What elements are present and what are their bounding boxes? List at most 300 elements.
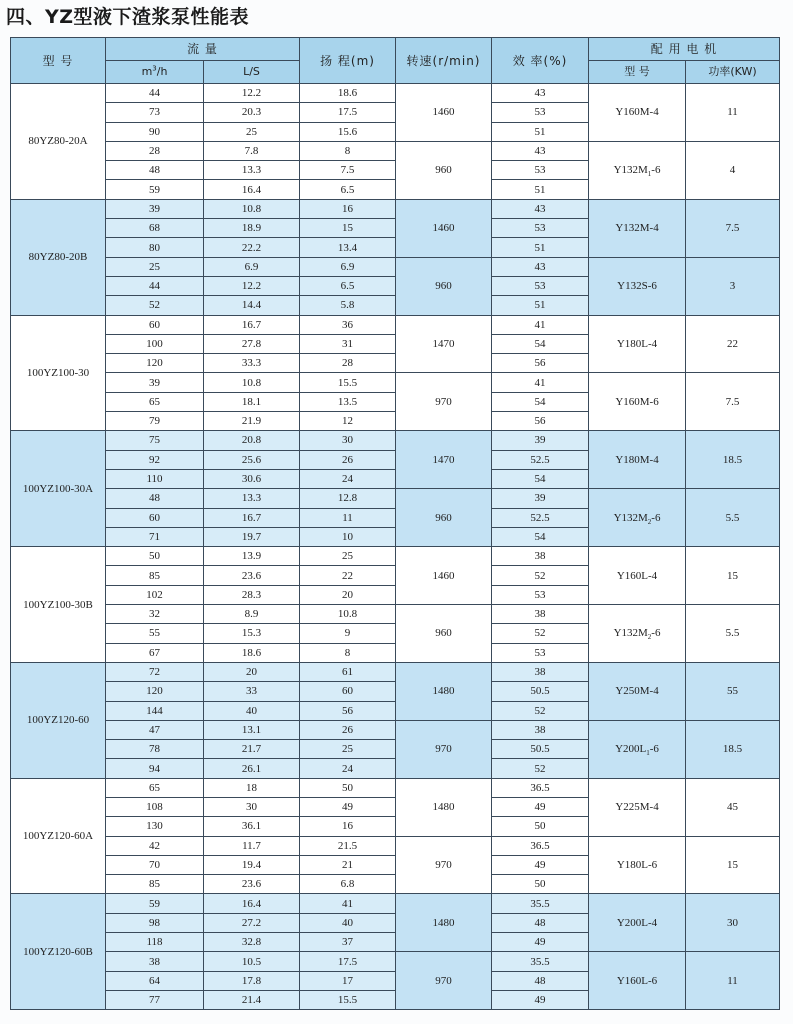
motor-power-cell: 15 — [686, 547, 780, 605]
flow-ls-cell: 20.8 — [204, 431, 300, 450]
model-cell: 100YZ100-30 — [11, 315, 106, 431]
head-cell: 8 — [300, 141, 396, 160]
motor-model-base: Y250M-4 — [615, 685, 659, 698]
efficiency-cell: 50 — [492, 875, 589, 894]
speed-cell: 970 — [396, 373, 492, 431]
header-flow-ls: L/S — [204, 61, 300, 84]
efficiency-cell: 56 — [492, 412, 589, 431]
flow-m3h-cell: 60 — [106, 508, 204, 527]
flow-m3h-cell: 39 — [106, 373, 204, 392]
motor-model-base: Y180L-6 — [616, 859, 658, 872]
efficiency-cell: 49 — [492, 933, 589, 952]
efficiency-cell: 53 — [492, 161, 589, 180]
header-motor-model: 型 号 — [589, 61, 686, 84]
efficiency-cell: 50 — [492, 817, 589, 836]
motor-model-base: Y132M-4 — [615, 222, 659, 235]
efficiency-cell: 52 — [492, 759, 589, 778]
head-cell: 22 — [300, 566, 396, 585]
flow-ls-cell: 27.2 — [204, 913, 300, 932]
flow-ls-cell: 19.4 — [204, 855, 300, 874]
motor-model-base: Y132M — [613, 164, 648, 177]
pump-group — [11, 778, 780, 894]
efficiency-cell: 41 — [492, 373, 589, 392]
motor-power-cell: 11 — [686, 84, 780, 142]
efficiency-cell: 39 — [492, 431, 589, 450]
table-row — [11, 489, 780, 508]
head-cell: 6.8 — [300, 875, 396, 894]
head-cell: 20 — [300, 585, 396, 604]
motor-power-cell: 55 — [686, 662, 780, 720]
table-row — [11, 141, 780, 160]
flow-m3h-cell: 90 — [106, 122, 204, 141]
head-cell: 17.5 — [300, 952, 396, 971]
flow-m3h-cell: 55 — [106, 624, 204, 643]
model-cell: 100YZ120-60B — [11, 894, 106, 1010]
head-cell: 10.8 — [300, 605, 396, 624]
pump-group — [11, 431, 780, 547]
efficiency-cell: 54 — [492, 392, 589, 411]
head-cell: 60 — [300, 682, 396, 701]
head-cell: 17.5 — [300, 103, 396, 122]
speed-cell: 970 — [396, 952, 492, 1010]
efficiency-cell: 50.5 — [492, 682, 589, 701]
header-head: 扬 程(m) — [300, 38, 396, 84]
efficiency-cell: 52.5 — [492, 450, 589, 469]
flow-m3h-cell: 59 — [106, 180, 204, 199]
head-cell: 9 — [300, 624, 396, 643]
flow-m3h-cell: 78 — [106, 740, 204, 759]
motor-model-base: Y225M-4 — [615, 801, 659, 814]
head-cell: 8 — [300, 643, 396, 662]
head-cell: 15.6 — [300, 122, 396, 141]
flow-ls-cell: 13.3 — [204, 161, 300, 180]
head-cell: 16 — [300, 199, 396, 218]
head-cell: 11 — [300, 508, 396, 527]
motor-model-cell — [589, 894, 686, 952]
page-title: 四、YZ型液下渣浆泵性能表 — [6, 6, 250, 28]
motor-model-subscript: 2 — [647, 517, 652, 526]
head-cell: 61 — [300, 662, 396, 681]
flow-m3h-cell: 47 — [106, 720, 204, 739]
motor-power-cell: 3 — [686, 257, 780, 315]
motor-model-cell — [589, 431, 686, 489]
flow-m3h-cell: 144 — [106, 701, 204, 720]
motor-model-cell — [589, 778, 686, 836]
flow-m3h-cell: 130 — [106, 817, 204, 836]
motor-model-suffix: -6 — [649, 743, 659, 756]
motor-power-cell: 7.5 — [686, 199, 780, 257]
model-cell: 100YZ120-60 — [11, 662, 106, 778]
efficiency-cell: 50.5 — [492, 740, 589, 759]
flow-m3h-cell: 44 — [106, 84, 204, 103]
flow-m3h-cell: 102 — [106, 585, 204, 604]
motor-model-suffix: -6 — [651, 511, 661, 524]
head-cell: 5.8 — [300, 296, 396, 315]
head-cell: 26 — [300, 720, 396, 739]
flow-ls-cell: 12.2 — [204, 84, 300, 103]
table-header — [11, 38, 780, 84]
head-cell: 31 — [300, 334, 396, 353]
efficiency-cell: 48 — [492, 913, 589, 932]
table-row — [11, 84, 780, 103]
pump-group — [11, 315, 780, 431]
head-cell: 15.5 — [300, 373, 396, 392]
head-cell: 7.5 — [300, 161, 396, 180]
pump-group — [11, 662, 780, 778]
flow-ls-cell: 16.4 — [204, 180, 300, 199]
motor-model-suffix: -6 — [651, 164, 661, 177]
head-cell: 6.5 — [300, 276, 396, 295]
flow-m3h-cell: 120 — [106, 354, 204, 373]
flow-ls-cell: 33 — [204, 682, 300, 701]
motor-model-cell — [589, 373, 686, 431]
flow-m3h-cell: 48 — [106, 161, 204, 180]
motor-model-cell — [589, 84, 686, 142]
flow-m3h-cell: 77 — [106, 990, 204, 1009]
head-cell: 37 — [300, 933, 396, 952]
head-cell: 6.5 — [300, 180, 396, 199]
motor-model-cell — [589, 836, 686, 894]
efficiency-cell: 52.5 — [492, 508, 589, 527]
head-cell: 56 — [300, 701, 396, 720]
efficiency-cell: 38 — [492, 547, 589, 566]
flow-m3h-cell: 25 — [106, 257, 204, 276]
efficiency-cell: 52 — [492, 624, 589, 643]
model-cell: 80YZ80-20B — [11, 199, 106, 315]
flow-ls-cell: 21.4 — [204, 990, 300, 1009]
flow-ls-cell: 18.6 — [204, 643, 300, 662]
efficiency-cell: 49 — [492, 855, 589, 874]
table-row — [11, 257, 780, 276]
flow-ls-cell: 30.6 — [204, 469, 300, 488]
flow-m3h-cell: 79 — [106, 412, 204, 431]
head-cell: 16 — [300, 817, 396, 836]
model-cell: 100YZ120-60A — [11, 778, 106, 894]
speed-cell: 960 — [396, 605, 492, 663]
efficiency-cell: 43 — [492, 257, 589, 276]
efficiency-cell: 52 — [492, 566, 589, 585]
flow-m3h-cell: 80 — [106, 238, 204, 257]
head-cell: 6.9 — [300, 257, 396, 276]
flow-m3h-cell: 52 — [106, 296, 204, 315]
speed-cell: 970 — [396, 836, 492, 894]
efficiency-cell: 54 — [492, 527, 589, 546]
motor-power-cell: 22 — [686, 315, 780, 373]
flow-m3h-cell: 98 — [106, 913, 204, 932]
header-flow-m3h: $m^3/h$ — [106, 61, 204, 84]
motor-power-cell: 11 — [686, 952, 780, 1010]
flow-m3h-cell: 71 — [106, 527, 204, 546]
header-efficiency: 效 率(%) — [492, 38, 589, 84]
flow-m3h-cell: 44 — [106, 276, 204, 295]
flow-m3h-cell: 50 — [106, 547, 204, 566]
motor-power-cell: 15 — [686, 836, 780, 894]
speed-cell: 1460 — [396, 84, 492, 142]
motor-model-cell — [589, 952, 686, 1010]
flow-ls-cell: 16.4 — [204, 894, 300, 913]
flow-ls-cell: 30 — [204, 797, 300, 816]
flow-ls-cell: 16.7 — [204, 508, 300, 527]
head-cell: 21 — [300, 855, 396, 874]
flow-ls-cell: 19.7 — [204, 527, 300, 546]
head-cell: 13.4 — [300, 238, 396, 257]
head-cell: 24 — [300, 759, 396, 778]
efficiency-cell: 51 — [492, 180, 589, 199]
motor-model-base: Y200L — [615, 743, 647, 756]
efficiency-cell: 54 — [492, 469, 589, 488]
head-cell: 25 — [300, 740, 396, 759]
speed-cell: 960 — [396, 257, 492, 315]
flow-ls-cell: 6.9 — [204, 257, 300, 276]
head-cell: 41 — [300, 894, 396, 913]
head-cell: 50 — [300, 778, 396, 797]
motor-power-cell: 30 — [686, 894, 780, 952]
header-motor: 配 用 电 机 — [589, 38, 780, 61]
flow-ls-cell: 28.3 — [204, 585, 300, 604]
efficiency-cell: 54 — [492, 334, 589, 353]
flow-m3h-cell: 100 — [106, 334, 204, 353]
flow-ls-cell: 17.8 — [204, 971, 300, 990]
model-cell: 100YZ100-30B — [11, 547, 106, 663]
motor-power-cell: 7.5 — [686, 373, 780, 431]
flow-ls-cell: 7.8 — [204, 141, 300, 160]
flow-m3h-cell: 73 — [106, 103, 204, 122]
efficiency-cell: 51 — [492, 238, 589, 257]
motor-model-base: Y132M — [613, 511, 648, 524]
motor-power-cell: 45 — [686, 778, 780, 836]
flow-m3h-cell: 72 — [106, 662, 204, 681]
flow-m3h-cell: 59 — [106, 894, 204, 913]
flow-m3h-cell: 110 — [106, 469, 204, 488]
flow-ls-cell: 10.5 — [204, 952, 300, 971]
table-row — [11, 315, 780, 334]
head-cell: 36 — [300, 315, 396, 334]
speed-cell: 1480 — [396, 662, 492, 720]
head-cell: 15 — [300, 219, 396, 238]
flow-m3h-cell: 108 — [106, 797, 204, 816]
efficiency-cell: 56 — [492, 354, 589, 373]
speed-cell: 960 — [396, 141, 492, 199]
head-cell: 21.5 — [300, 836, 396, 855]
flow-ls-cell: 23.6 — [204, 566, 300, 585]
motor-model-suffix: -6 — [651, 627, 661, 640]
flow-m3h-cell: 60 — [106, 315, 204, 334]
head-cell: 12 — [300, 412, 396, 431]
flow-m3h-cell: 85 — [106, 566, 204, 585]
motor-power-cell: 5.5 — [686, 489, 780, 547]
flow-m3h-cell: 65 — [106, 392, 204, 411]
flow-m3h-cell: 68 — [106, 219, 204, 238]
motor-model-cell — [589, 605, 686, 663]
head-cell: 26 — [300, 450, 396, 469]
model-cell: 100YZ100-30A — [11, 431, 106, 547]
flow-m3h-cell: 120 — [106, 682, 204, 701]
table-row — [11, 952, 780, 971]
head-cell: 13.5 — [300, 392, 396, 411]
efficiency-cell: 43 — [492, 84, 589, 103]
motor-model-base: Y160L-6 — [616, 974, 658, 987]
motor-model-base: Y160L-4 — [616, 569, 658, 582]
table-row — [11, 720, 780, 739]
flow-ls-cell: 11.7 — [204, 836, 300, 855]
motor-model-cell — [589, 720, 686, 778]
efficiency-cell: 38 — [492, 662, 589, 681]
motor-power-cell: 5.5 — [686, 605, 780, 663]
header-model: 型 号 — [11, 38, 106, 84]
flow-ls-cell: 20 — [204, 662, 300, 681]
flow-ls-cell: 8.9 — [204, 605, 300, 624]
efficiency-cell: 49 — [492, 797, 589, 816]
efficiency-cell: 53 — [492, 103, 589, 122]
efficiency-cell: 53 — [492, 585, 589, 604]
efficiency-cell: 48 — [492, 971, 589, 990]
speed-cell: 1480 — [396, 894, 492, 952]
table-row — [11, 605, 780, 624]
speed-cell: 1460 — [396, 547, 492, 605]
flow-ls-cell: 25 — [204, 122, 300, 141]
efficiency-cell: 43 — [492, 141, 589, 160]
flow-ls-cell: 13.1 — [204, 720, 300, 739]
flow-ls-cell: 36.1 — [204, 817, 300, 836]
efficiency-cell: 39 — [492, 489, 589, 508]
speed-cell: 1470 — [396, 431, 492, 489]
motor-model-base: Y132M — [613, 627, 648, 640]
flow-m3h-cell: 39 — [106, 199, 204, 218]
table-row — [11, 894, 780, 913]
efficiency-cell: 49 — [492, 990, 589, 1009]
flow-ls-cell: 18.1 — [204, 392, 300, 411]
motor-model-base: Y180M-4 — [615, 453, 659, 466]
motor-model-subscript: 2 — [647, 633, 652, 642]
motor-model-subscript: 1 — [646, 749, 650, 758]
head-cell: 30 — [300, 431, 396, 450]
table-row — [11, 836, 780, 855]
table-row — [11, 373, 780, 392]
speed-cell: 960 — [396, 489, 492, 547]
flow-ls-cell: 25.6 — [204, 450, 300, 469]
flow-m3h-cell: 94 — [106, 759, 204, 778]
flow-ls-cell: 21.9 — [204, 412, 300, 431]
pump-group — [11, 547, 780, 663]
header-flow: 流 量 — [106, 38, 300, 61]
head-cell: 17 — [300, 971, 396, 990]
speed-cell: 1470 — [396, 315, 492, 373]
motor-power-cell: 18.5 — [686, 720, 780, 778]
flow-ls-cell: 10.8 — [204, 373, 300, 392]
efficiency-cell: 36.5 — [492, 836, 589, 855]
flow-m3h-cell: 65 — [106, 778, 204, 797]
flow-m3h-cell: 92 — [106, 450, 204, 469]
efficiency-cell: 35.5 — [492, 952, 589, 971]
flow-ls-cell: 33.3 — [204, 354, 300, 373]
head-cell: 28 — [300, 354, 396, 373]
motor-model-subscript: 1 — [647, 170, 652, 179]
head-cell: 25 — [300, 547, 396, 566]
flow-m3h-cell: 38 — [106, 952, 204, 971]
flow-ls-cell: 13.3 — [204, 489, 300, 508]
head-cell: 10 — [300, 527, 396, 546]
efficiency-cell: 36.5 — [492, 778, 589, 797]
efficiency-cell: 51 — [492, 296, 589, 315]
head-cell: 12.8 — [300, 489, 396, 508]
flow-m3h-cell: 118 — [106, 933, 204, 952]
pump-group — [11, 199, 780, 315]
header-speed: 转速(r/min) — [396, 38, 492, 84]
motor-model-cell — [589, 489, 686, 547]
motor-model-base: Y132S-6 — [617, 280, 657, 293]
flow-m3h-cell: 67 — [106, 643, 204, 662]
head-cell: 24 — [300, 469, 396, 488]
table-row — [11, 547, 780, 566]
flow-ls-cell: 26.1 — [204, 759, 300, 778]
pump-group — [11, 894, 780, 1010]
speed-cell: 1460 — [396, 199, 492, 257]
motor-model-base: Y160M-6 — [615, 395, 659, 408]
flow-ls-cell: 18 — [204, 778, 300, 797]
head-cell: 40 — [300, 913, 396, 932]
table-row — [11, 778, 780, 797]
flow-ls-cell: 22.2 — [204, 238, 300, 257]
motor-power-cell: 4 — [686, 141, 780, 199]
table-row — [11, 431, 780, 450]
motor-model-base: Y200L-4 — [616, 916, 658, 929]
flow-ls-cell: 32.8 — [204, 933, 300, 952]
flow-ls-cell: 16.7 — [204, 315, 300, 334]
motor-model-cell — [589, 257, 686, 315]
flow-m3h-cell: 64 — [106, 971, 204, 990]
flow-ls-cell: 18.9 — [204, 219, 300, 238]
head-cell: 18.6 — [300, 84, 396, 103]
efficiency-cell: 43 — [492, 199, 589, 218]
efficiency-cell: 35.5 — [492, 894, 589, 913]
speed-cell: 970 — [396, 720, 492, 778]
flow-m3h-cell: 48 — [106, 489, 204, 508]
motor-model-cell — [589, 662, 686, 720]
motor-model-cell — [589, 315, 686, 373]
efficiency-cell: 52 — [492, 701, 589, 720]
motor-power-cell: 18.5 — [686, 431, 780, 489]
flow-ls-cell: 40 — [204, 701, 300, 720]
flow-m3h-cell: 42 — [106, 836, 204, 855]
flow-ls-cell: 27.8 — [204, 334, 300, 353]
table-row — [11, 199, 780, 218]
efficiency-cell: 38 — [492, 605, 589, 624]
speed-cell: 1480 — [396, 778, 492, 836]
efficiency-cell: 51 — [492, 122, 589, 141]
motor-model-base: Y160M-4 — [615, 106, 659, 119]
flow-ls-cell: 12.2 — [204, 276, 300, 295]
flow-m3h-cell: 32 — [106, 605, 204, 624]
flow-m3h-cell: 85 — [106, 875, 204, 894]
head-cell: 15.5 — [300, 990, 396, 1009]
efficiency-cell: 41 — [492, 315, 589, 334]
head-cell: 49 — [300, 797, 396, 816]
motor-model-cell — [589, 547, 686, 605]
header-motor-power: 功率(KW) — [686, 61, 780, 84]
motor-model-base: Y180L-4 — [616, 338, 658, 350]
efficiency-cell: 53 — [492, 219, 589, 238]
table-row — [11, 662, 780, 681]
motor-model-cell — [589, 199, 686, 257]
efficiency-cell: 38 — [492, 720, 589, 739]
flow-m3h-cell: 28 — [106, 141, 204, 160]
motor-model-cell — [589, 141, 686, 199]
model-cell: 80YZ80-20A — [11, 84, 106, 200]
efficiency-cell: 53 — [492, 643, 589, 662]
flow-ls-cell: 15.3 — [204, 624, 300, 643]
flow-ls-cell: 14.4 — [204, 296, 300, 315]
flow-m3h-cell: 70 — [106, 855, 204, 874]
